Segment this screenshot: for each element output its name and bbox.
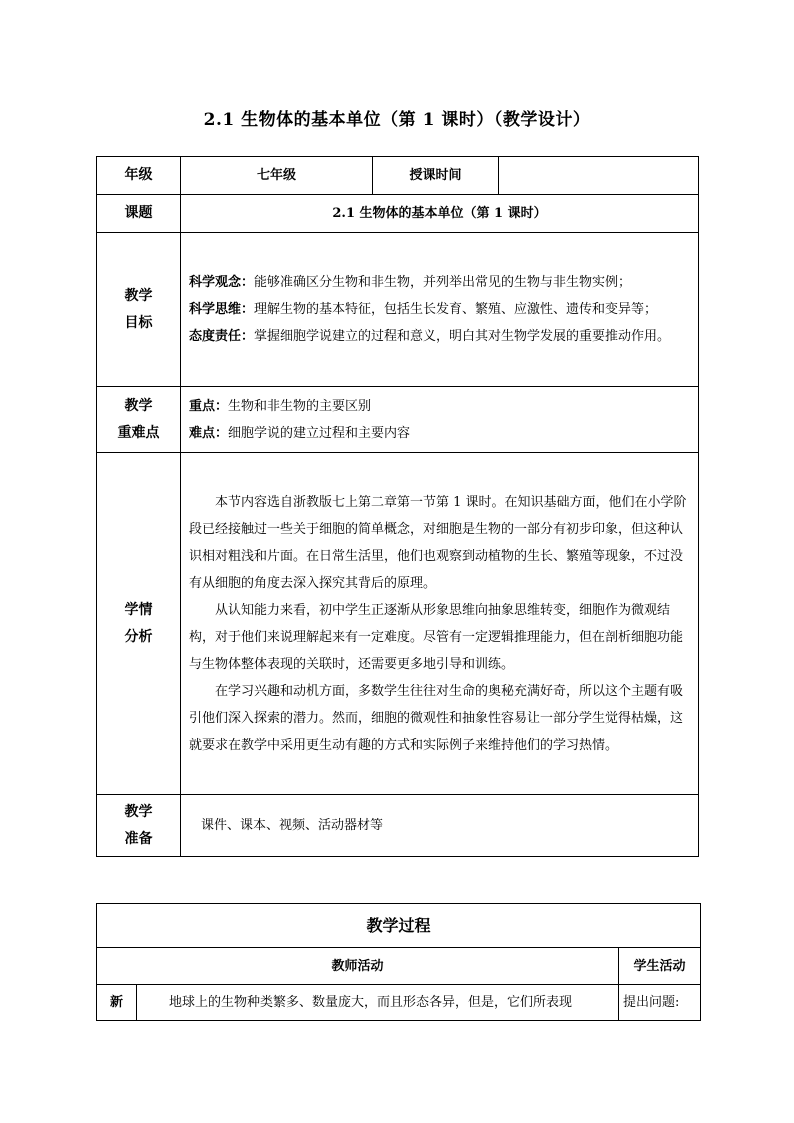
topic-label: 课题: [97, 195, 181, 233]
key-label-line1: 教学: [124, 397, 153, 414]
time-label: 授课时间: [373, 157, 499, 195]
analysis-paragraph: 在学习兴趣和动机方面，多数学生往往对生命的奥秘充满好奇，所以这个主题有吸引他们深入探索的潜力。然而，细胞的微观性和抽象性容易让一部分学生觉得枯燥，这就要求在教学中采用更生动有趣的方式和实际例子来维持他们的学习热情。: [189, 683, 684, 753]
topic-value: 2.1 生物体的基本单位（第 1 课时）: [181, 195, 699, 233]
goals-content: [181, 233, 699, 387]
prep-value: 课件、课本、视频、活动器材等: [181, 795, 699, 857]
teaching-process-table: [96, 903, 701, 1021]
lesson-info-table: [96, 156, 699, 857]
goals-label: [97, 233, 181, 387]
goal-item: [189, 296, 690, 323]
topic-row: [97, 195, 699, 233]
analysis-row: [97, 453, 699, 795]
prep-label: [97, 795, 181, 857]
prep-row: [97, 795, 699, 857]
key-point-head: 难点：: [189, 425, 229, 441]
grade-label: 年级: [97, 157, 181, 195]
key-point-item: [189, 420, 690, 447]
analysis-label-line1: 学情: [124, 601, 153, 618]
key-point-head: 重点：: [189, 398, 229, 414]
goals-row: [97, 233, 699, 387]
goals-label-line1: 教学: [124, 287, 153, 304]
key-label-line2: 重难点: [117, 424, 160, 441]
student-activity-text: 提出问题:: [619, 985, 701, 1021]
goal-head: 科学思维：: [189, 302, 255, 317]
goal-text: 能够准确区分生物和非生物，并列举出常见的生物与非生物实例；: [254, 275, 632, 290]
key-points-label: [97, 387, 181, 453]
goal-item: [189, 323, 690, 350]
prep-label-line2: 准备: [124, 830, 153, 847]
grade-value: 七年级: [181, 157, 373, 195]
goal-text: 掌握细胞学说建立的过程和意义，明白其对生物学发展的重要推动作用。: [254, 329, 671, 344]
analysis-label-line2: 分析: [124, 628, 153, 645]
key-point-item: [189, 393, 690, 420]
grade-row: [97, 157, 699, 195]
key-points-row: [97, 387, 699, 453]
key-point-text: 细胞学说的建立过程和主要内容: [228, 425, 411, 441]
time-value[interactable]: [499, 157, 699, 195]
prep-label-line1: 教学: [124, 803, 153, 820]
student-activity-header: 学生活动: [619, 948, 701, 985]
process-columns-row: [97, 948, 701, 985]
analysis-content: [181, 453, 699, 795]
key-points-content: [181, 387, 699, 453]
process-heading-row: [97, 904, 701, 948]
document-title: 2.1 生物体的基本单位（第 1 课时）（教学设计）: [203, 110, 591, 130]
teacher-activity-header: 教师活动: [97, 948, 619, 985]
goals-label-line2: 目标: [124, 314, 153, 331]
analysis-paragraph: 本节内容选自浙教版七上第二章第一节第 1 课时。在知识基础方面，他们在小学阶段已经接触过一些关于细胞的简单概念，对细胞是生物的一部分有初步印象，但这种认识相对粗浅和片面。在日常生活里，他们也观察到动植物的生长、繁殖等现象，不过没有从细胞的角度去深入探究其背后的原理。: [189, 494, 687, 591]
goal-item: [189, 269, 690, 296]
goal-head: 科学观念：: [189, 275, 255, 290]
analysis-paragraph: 从认知能力来看，初中学生正逐渐从形象思维向抽象思维转变，细胞作为微观结构，对于他们来说理解起来有一定难度。尽管有一定逻辑推理能力，但在剖析细胞功能与生物体整体表现的关联时，还需要更多地引导和训练。: [189, 602, 684, 672]
goal-head: 态度责任：: [189, 329, 255, 344]
process-row: [97, 985, 701, 1021]
process-heading: 教学过程: [97, 904, 701, 948]
analysis-label: [97, 453, 181, 795]
key-point-text: 生物和非生物的主要区别: [228, 398, 372, 414]
teacher-activity-text: 地球上的生物种类繁多、数量庞大，而且形态各异，但是，它们所表现: [137, 985, 619, 1021]
phase-label: 新: [97, 985, 137, 1021]
goal-text: 理解生物的基本特征，包括生长发育、繁殖、应激性、遗传和变异等；: [254, 302, 658, 317]
